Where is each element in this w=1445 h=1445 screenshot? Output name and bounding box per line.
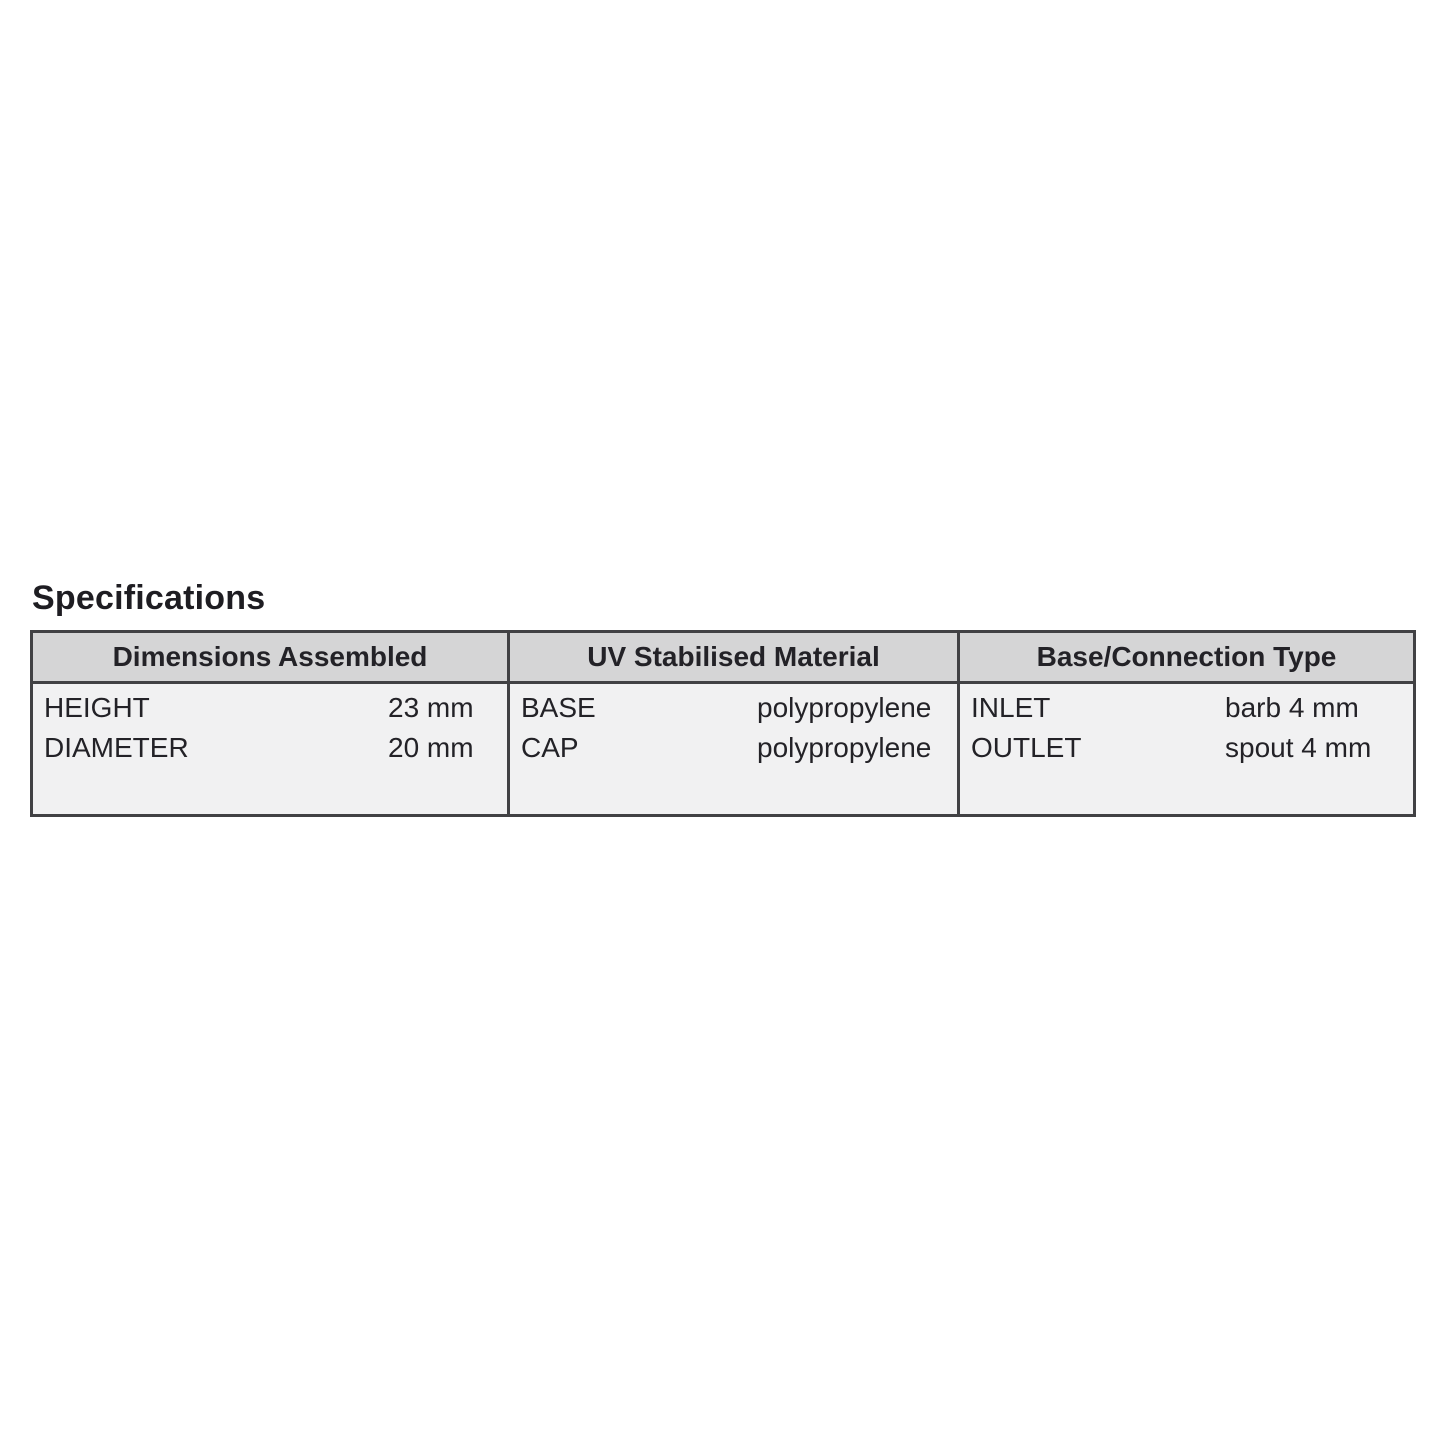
page-title: Specifications: [32, 579, 266, 617]
table-row-inlet: [971, 688, 1402, 728]
uv-stabilised-material-cell: [507, 684, 957, 814]
spec-label-diameter: DIAMETER: [44, 732, 189, 763]
table-row-height: [44, 688, 496, 728]
dimensions-assembled-cell: [33, 684, 507, 814]
table-header-row: [33, 633, 1413, 684]
spec-label-cap: CAP: [521, 732, 579, 763]
column-header-dimensions-assembled: Dimensions Assembled: [112, 641, 428, 672]
table-row-diameter: [44, 728, 496, 768]
table-row-base: [521, 688, 946, 728]
table-row-cap: [521, 728, 946, 768]
spec-value-height: 23 mm: [388, 692, 474, 723]
spec-value-outlet: spout 4 mm: [1225, 732, 1372, 763]
column-header-uv-stabilised-material: UV Stabilised Material: [507, 633, 957, 681]
spec-label-height: HEIGHT: [44, 692, 150, 723]
spec-label-outlet: OUTLET: [971, 732, 1082, 763]
spec-value-cap: polypropylene: [757, 732, 932, 763]
spec-value-diameter: 20 mm: [388, 732, 474, 763]
spec-value-base: polypropylene: [757, 692, 932, 723]
table-row-outlet: [971, 728, 1402, 768]
spec-value-inlet: barb 4 mm: [1225, 692, 1359, 723]
specifications-table: [30, 630, 1416, 817]
table-body-row: [33, 684, 1413, 814]
column-header-base-connection-type: Base/Connection Type: [957, 633, 1413, 681]
spec-label-inlet: INLET: [971, 692, 1051, 723]
base-connection-type-cell: [957, 684, 1413, 814]
spec-label-base: BASE: [521, 692, 596, 723]
